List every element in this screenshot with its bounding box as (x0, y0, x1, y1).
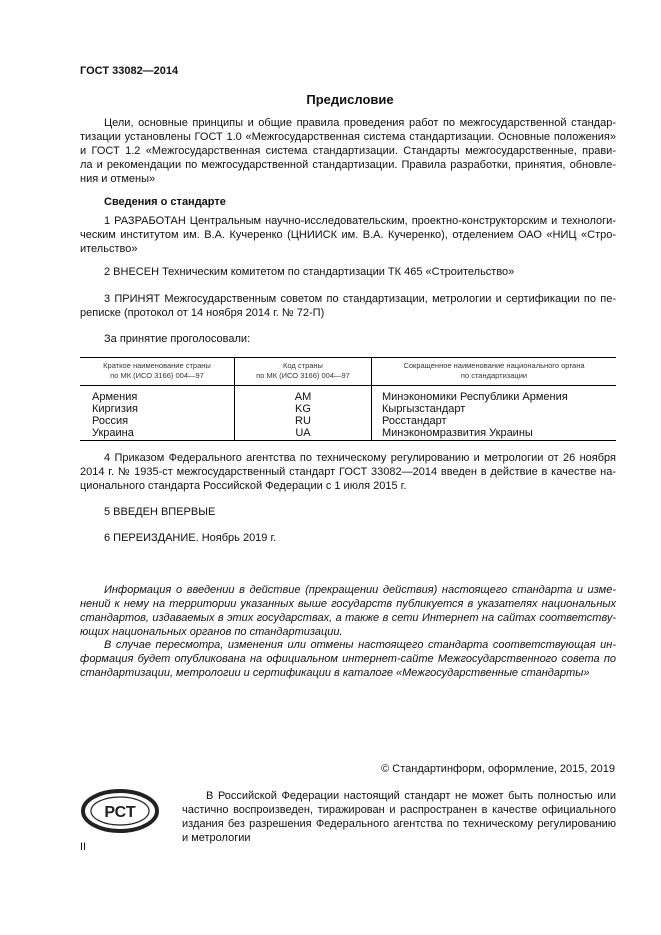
notice-line: ющих национальных органов по стандартизации. (80, 626, 343, 638)
rights-line: издания без разрешения Федерального агентства по техническому регулированию (182, 818, 616, 830)
item-4-order (80, 451, 616, 493)
item-1-developed (80, 214, 616, 256)
item-1-line: ительство» (80, 243, 138, 255)
country-cell: Россия (92, 415, 129, 427)
code-cell: UA (235, 427, 372, 441)
item-1-line: 1 РАЗРАБОТАН Центральным научно-исследовательским, проектно-конструкторским и технологи- (104, 215, 616, 227)
item-4-line: ционального стандарта Российской Федерации с 1 июля 2015 г. (80, 480, 407, 492)
table-row (80, 415, 616, 427)
item-4-line: 2014 г. № 1935-ст межгосударственный стандарт ГОСТ 33082—2014 введен в действие в качестве на- (80, 466, 616, 478)
table-header-country (80, 358, 235, 386)
section-title-info: Сведения о стандарте (104, 196, 226, 208)
table-row (80, 427, 616, 441)
table-row (80, 386, 616, 404)
intro-paragraph (80, 116, 616, 186)
body-cell: Кыргызстандарт (372, 403, 617, 415)
body-cell: Минэкономразвития Украины (372, 427, 617, 441)
notice-line: стандартов, издаваемых в этих государствах, а также в сети Интернет на сайтах соответству- (80, 612, 616, 624)
item-2-introduced: 2 ВНЕСЕН Техническим комитетом по стандартизации ТК 465 «Строительство» (104, 266, 515, 278)
item-3-line: 3 ПРИНЯТ Межгосударственным советом по стандартизации, метрологии и сертификации по пе- (104, 293, 616, 305)
body-cell: Росстандарт (372, 415, 617, 427)
item-6-reissue: 6 ПЕРЕИЗДАНИЕ. Ноябрь 2019 г. (104, 532, 277, 544)
intro-line: тизации установлены ГОСТ 1.0 «Межгосударственная система стандартизации. Основные положения» (80, 131, 616, 143)
pct-certification-mark-icon (80, 788, 160, 834)
notice-line: нений к нему на территории указанных выше государств публикуется в указателях национальных (80, 598, 616, 610)
page-title: Предисловие (306, 92, 394, 107)
notice-line: формация будет опубликована на официальном интернет-сайте Межгосударственного совета по (80, 653, 616, 665)
voting-countries-table (80, 357, 616, 441)
code-cell: KG (235, 403, 372, 415)
rights-line: частично воспроизведен, тиражирован и распространен в качестве официального (182, 804, 616, 816)
item-3-adopted (80, 292, 616, 320)
country-cell: Киргизия (92, 403, 138, 415)
header-line: Сокращенное наименование национального органа (403, 361, 585, 370)
copyright-line: © Стандартинформ, оформление, 2015, 2019 (381, 763, 615, 775)
item-4-line: 4 Приказом Федерального агентства по техническому регулированию и метрологии от 26 ноября (104, 452, 616, 464)
item-1-line: ческим институтом им. В.А. Кучеренко (ЦНИИСК им. В.А. Кучеренко), отделением ОАО «НИЦ «Стро- (80, 229, 616, 241)
logo-letters: РСТ (104, 804, 136, 821)
document-code: ГОСТ 33082—2014 (80, 65, 179, 77)
item-5-first-introduced: 5 ВВЕДЕН ВПЕРВЫЕ (104, 506, 216, 518)
header-line: по МК (ИСО 3166) 004—97 (110, 371, 204, 380)
header-line: по МК (ИСО 3166) 004—97 (256, 371, 350, 380)
country-cell: Украина (80, 427, 235, 441)
notice-line: стандартизации, метрологии и сертификации в каталоге «Межгосударственные стандарты» (80, 667, 590, 679)
voted-label: За принятие проголосовали: (104, 333, 251, 345)
notice-line: Информация о введении в действие (прекращении действия) настоящего стандарта и измe- (104, 584, 616, 596)
code-cell: RU (235, 415, 372, 427)
header-line: Краткое наименование страны (103, 361, 211, 370)
notice-paragraph-1 (80, 583, 616, 639)
table-header-body (372, 358, 617, 386)
header-line: Код страны (283, 361, 323, 370)
code-cell: AM (235, 386, 372, 404)
intro-line: ния и отмены» (80, 173, 156, 185)
intro-line: ла и рекомендации по межгосударственной стандартизации. Правила разработки, принятия, обновле- (80, 159, 616, 171)
notice-line: В случае пересмотра, изменения или отмены настоящего стандарта соответствующая ин- (104, 639, 616, 651)
rights-line: и метрологии (182, 832, 251, 844)
table-row (80, 403, 616, 415)
notice-paragraph-2 (80, 638, 616, 680)
country-cell: Армения (92, 391, 138, 403)
table-header-code (235, 358, 372, 386)
body-cell: Минэкономики Республики Армения (372, 386, 617, 404)
header-line: по стандартизации (460, 371, 528, 380)
page-number: II (80, 841, 87, 853)
intro-line: Цели, основные принципы и общие правила проведения работ по межгосударственной стандар- (104, 117, 616, 129)
item-3-line: реписке (протокол от 14 ноября 2014 г. № 72-П) (80, 307, 325, 319)
rights-line: В Российской Федерации настоящий стандарт не может быть полностью или (206, 790, 616, 802)
rights-paragraph (182, 789, 616, 845)
intro-line: и ГОСТ 1.2 «Межгосударственная система стандартизации. Стандарты межгосударственные, прави- (80, 145, 616, 157)
